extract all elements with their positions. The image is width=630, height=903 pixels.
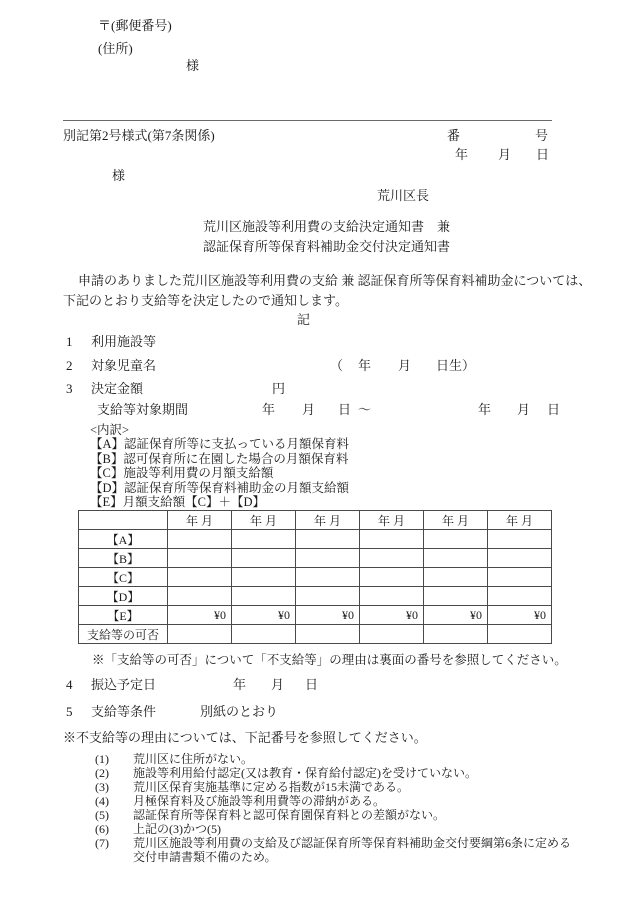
item2-birth-day: 日生） [436, 358, 476, 373]
cell [424, 568, 488, 587]
row-label: 【C】 [79, 568, 168, 587]
cell [296, 625, 360, 644]
item1-number: 1 [66, 334, 73, 349]
item4-number: 4 [66, 677, 73, 692]
reason-4-text: 月極保育料及び施設等利用費等の滞納がある。 [133, 794, 386, 808]
breakdown-line-c: 【C】施設等利用費の月額支給額 [90, 466, 274, 480]
cell [360, 568, 424, 587]
breakdown-line-d: 【D】認証保育所等保育料補助金の月額支給額 [90, 481, 350, 495]
cell-amount: ¥0 [168, 606, 232, 625]
cell [232, 568, 296, 587]
table-header-month: 年 月 [168, 511, 232, 530]
table-header-month: 年 月 [360, 511, 424, 530]
item3-number: 3 [66, 381, 73, 396]
cell [488, 530, 552, 549]
reason-3-text: 荒川区保育実施基準に定める指数が15未満である。 [133, 780, 410, 794]
breakdown-line-a: 【A】認証保育所等に支払っている月額保育料 [90, 437, 350, 451]
item2-birth-year: 年 [358, 358, 372, 373]
period-year1: 年 [262, 402, 276, 417]
period-tilde: ～ [358, 402, 372, 417]
reasons-intro: ※不支給等の理由については、下記番号を参照してください。 [63, 730, 427, 745]
reason-3-number: (3) [95, 780, 109, 794]
ki-heading: 記 [297, 312, 311, 327]
table-row-eligibility [79, 625, 552, 644]
cell [232, 625, 296, 644]
cell [360, 530, 424, 549]
table-header-month: 年 月 [232, 511, 296, 530]
cell-amount: ¥0 [424, 606, 488, 625]
item2-number: 2 [66, 358, 73, 373]
issuer-name: 荒川区長 [377, 188, 430, 203]
cell [232, 530, 296, 549]
item4-label: 振込予定日 [91, 677, 157, 692]
reason-7-text: 荒川区施設等利用費の支給及び認証保育所等保育料補助金交付要綱第6条に定める [133, 836, 572, 850]
cell [296, 568, 360, 587]
row-label: 【E】 [79, 606, 168, 625]
cell [168, 568, 232, 587]
item5-value: 別紙のとおり [200, 704, 279, 719]
body-line1: 申請のありました荒川区施設等利用費の支給 兼 認証保育所等保育料補助金については、 [78, 273, 592, 288]
period-year2: 年 [478, 402, 492, 417]
cell [488, 587, 552, 606]
row-label: 【D】 [79, 587, 168, 606]
item2-label: 対象児童名 [91, 358, 157, 373]
cell [168, 587, 232, 606]
row-label: 支給等の可否 [79, 625, 168, 644]
recipient-postal: 〒(郵便番号) [98, 18, 172, 33]
cell-amount: ¥0 [488, 606, 552, 625]
cell [168, 530, 232, 549]
row-label: 【B】 [79, 549, 168, 568]
reason-2-text: 施設等利用給付認定(又は教育・保育給付認定)を受けていない。 [133, 766, 477, 780]
table-row-c [79, 568, 552, 587]
cell-amount: ¥0 [296, 606, 360, 625]
reason-5-number: (5) [95, 808, 109, 822]
header-divider [63, 120, 552, 121]
cell [424, 549, 488, 568]
cell [424, 587, 488, 606]
monthly-amounts-table [78, 510, 552, 644]
cell [232, 549, 296, 568]
body-line2: 下記のとおり支給等を決定したので通知します。 [63, 293, 348, 308]
table-header-month: 年 月 [488, 511, 552, 530]
breakdown-line-b: 【B】認可保育所に在園した場合の月額保育料 [90, 452, 349, 466]
table-note: ※「支給等の可否」について「不支給等」の理由は裏面の番号を参照してください。 [92, 653, 567, 667]
cell [232, 587, 296, 606]
item3-label: 決定金額 [91, 381, 144, 396]
ref-ban-label: 番 [447, 128, 461, 143]
reason-1-number: (1) [95, 752, 109, 766]
recipient-address: (住所) [98, 41, 133, 56]
recipient-honorific: 様 [186, 58, 200, 73]
table-header-month: 年 月 [296, 511, 360, 530]
table-header-row [79, 511, 552, 530]
reason-6-number: (6) [95, 822, 109, 836]
period-day1: 日 [338, 402, 352, 417]
cell [424, 625, 488, 644]
item4-month: 月 [271, 677, 285, 692]
reason-7-number: (7) [95, 836, 109, 850]
item4-day: 日 [305, 677, 319, 692]
doc-title-line1: 荒川区施設等利用費の支給決定通知書 兼 [203, 219, 451, 234]
item1-label: 利用施設等 [91, 334, 157, 349]
ref-go-label: 号 [535, 128, 549, 143]
item5-label: 支給等条件 [91, 704, 157, 719]
breakdown-line-e: 【E】月額支給額【C】＋【D】 [90, 495, 266, 509]
period-month2: 月 [517, 402, 531, 417]
reason-1-text: 荒川区に住所がない。 [133, 752, 254, 766]
item2-paren-open: （ [330, 358, 344, 373]
cell [488, 625, 552, 644]
breakdown-heading: <内訳> [90, 423, 130, 437]
reason-4-number: (4) [95, 794, 109, 808]
cell [488, 549, 552, 568]
issue-date-day: 日 [536, 147, 550, 162]
cell [488, 568, 552, 587]
issue-date-month: 月 [498, 147, 512, 162]
reason-6-text: 上記の(3)かつ(5) [133, 822, 221, 836]
period-month1: 月 [302, 402, 316, 417]
cell [168, 549, 232, 568]
addressee-honorific: 様 [112, 168, 126, 183]
item2-birth-month: 月 [398, 358, 412, 373]
table-header-empty [79, 511, 168, 530]
table-row-d [79, 587, 552, 606]
cell [360, 549, 424, 568]
table-header-month: 年 月 [424, 511, 488, 530]
item4-year: 年 [233, 677, 247, 692]
cell [424, 530, 488, 549]
item5-number: 5 [66, 704, 73, 719]
reason-2-number: (2) [95, 766, 109, 780]
issue-date-year: 年 [455, 147, 469, 162]
cell [360, 587, 424, 606]
table-row-e [79, 606, 552, 625]
cell [296, 587, 360, 606]
form-number: 別記第2号様式(第7条関係) [63, 128, 215, 143]
cell [296, 549, 360, 568]
reason-5-text: 認証保育所等保育料と認可保育園保育料との差額がない。 [133, 808, 446, 822]
cell-amount: ¥0 [232, 606, 296, 625]
period-day2: 日 [547, 402, 561, 417]
cell [168, 625, 232, 644]
period-label: 支給等対象期間 [97, 402, 189, 417]
row-label: 【A】 [79, 530, 168, 549]
table-row-b [79, 549, 552, 568]
doc-title-line2: 認証保育所等保育料補助金交付決定通知書 [203, 239, 451, 254]
cell [296, 530, 360, 549]
cell [360, 625, 424, 644]
reason-7-continuation: 交付申請書類不備のため。 [133, 850, 277, 864]
item3-unit-yen: 円 [272, 381, 286, 396]
table-row-a [79, 530, 552, 549]
cell-amount: ¥0 [360, 606, 424, 625]
